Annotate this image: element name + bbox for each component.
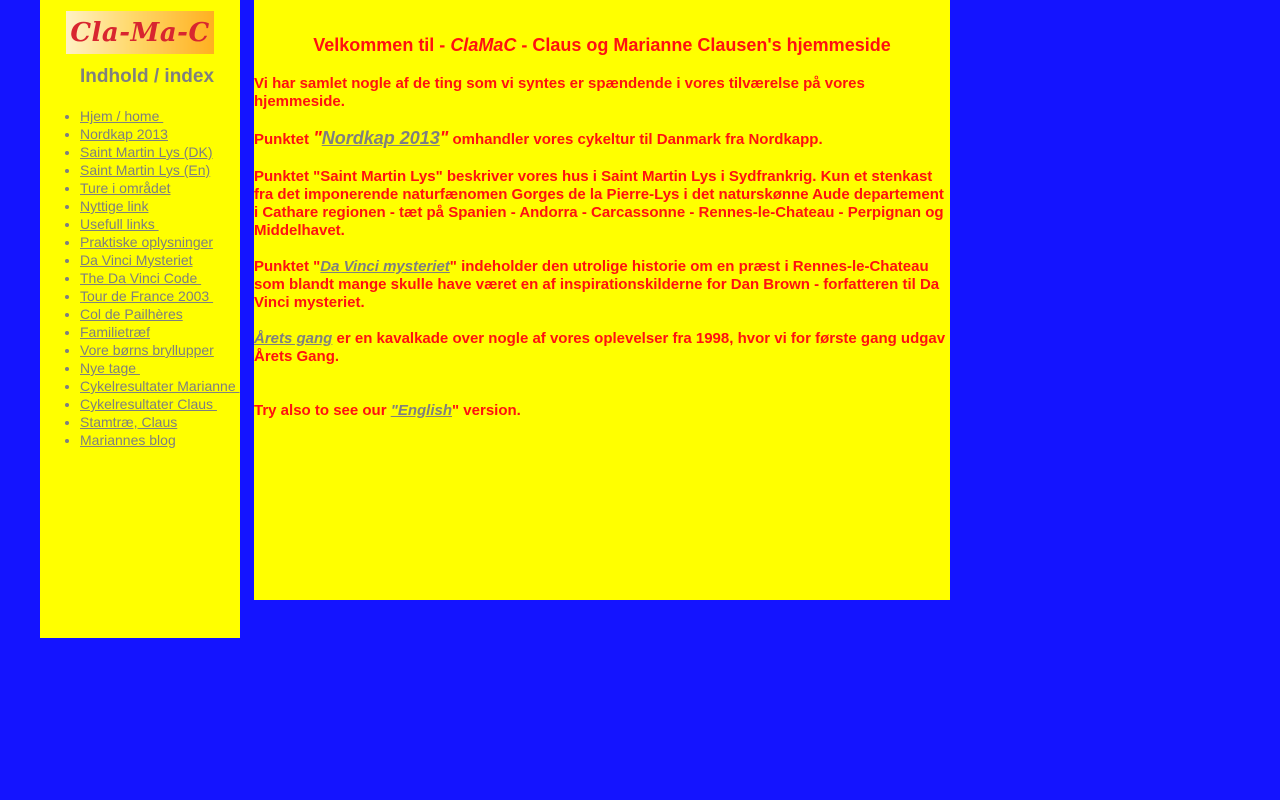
nav-link-tour-de-france[interactable]: Tour de France 2003 — [80, 288, 214, 304]
welcome-prefix: Velkommen til - — [313, 35, 451, 55]
nav-item-usefull-links — [80, 215, 240, 233]
index-title: Indhold / index — [80, 66, 215, 87]
nav-item-cykel-marianne — [80, 377, 240, 395]
saint-martin-paragraph: Punktet "Saint Martin Lys" beskriver vores hus i Saint Martin Lys i Sydfrankrig. Kun et stenkast fra det imponerende naturfænomen Gorges de la Pierre-Lys i det naturskønne Aude departement i Cathare regionen - tæt på Spanien - Andorra - Carcassonne - Rennes-le-Chateau - Perpignan og Middelhavet. — [254, 168, 944, 239]
english-link[interactable]: "English — [390, 402, 453, 419]
nav-item-familietraef — [80, 323, 240, 341]
nav-link-bryllupper[interactable]: Vore børns bryllupper — [80, 342, 214, 358]
nav-item-tour-de-france — [80, 287, 240, 305]
nordkap-suffix: omhandler vores cykeltur til Danmark fra Nordkapp. — [448, 131, 823, 148]
nav-item-col-de-pailheres — [80, 305, 240, 323]
nav-link-cykel-claus[interactable]: Cykelresultater Claus — [80, 396, 217, 412]
arets-gang-paragraph — [254, 330, 948, 366]
davinci-prefix: Punktet " — [254, 258, 321, 275]
nav-item-mariannes-blog — [80, 431, 240, 449]
nav-link-nordkap[interactable]: Nordkap 2013 — [80, 126, 168, 142]
davinci-suffix: " indeholder den utrolige historie om en præst i Rennes-le-Chateau som blandt mange skulle have været en af inspirationskilderne for Dan Brown - forfatteren til Da Vinci mysteriet. — [254, 258, 940, 311]
english-paragraph — [254, 402, 948, 420]
nav-item-nyttige-link — [80, 197, 240, 215]
nordkap-close-quote: " — [439, 128, 449, 148]
nav-item-saint-martin-dk — [80, 143, 240, 161]
main-content — [254, 0, 950, 600]
welcome-heading — [254, 35, 950, 55]
arets-gang-suffix: er en kavalkade over nogle af vores oplevelser fra 1998, hvor vi for første gang udgav Årets Gang. — [254, 330, 946, 365]
intro-paragraph: Vi har samlet nogle af de ting som vi syntes er spændende i vores tilværelse på vores hjemmeside. — [254, 75, 865, 110]
site-logo[interactable] — [66, 11, 214, 54]
nav-link-col-de-pailheres[interactable]: Col de Pailhères — [80, 306, 183, 322]
nav-link-mariannes-blog[interactable]: Mariannes blog — [80, 432, 176, 448]
nav-link-stamtrae[interactable]: Stamtræ, Claus — [80, 414, 178, 430]
nav-link-praktiske[interactable]: Praktiske oplysninger — [80, 234, 214, 250]
nav-item-ture — [80, 179, 240, 197]
nav-item-bryllupper — [80, 341, 240, 359]
english-prefix: Try also to see our — [254, 402, 391, 419]
nav-link-nye-tage[interactable]: Nye tage — [80, 360, 140, 376]
nordkap-open-quote: " — [313, 128, 322, 148]
nav-link-cykel-marianne[interactable]: Cykelresultater Marianne — [80, 378, 240, 394]
english-suffix: " version. — [452, 402, 521, 419]
nordkap-paragraph — [254, 129, 948, 149]
nav-link-usefull-links[interactable]: Usefull links — [80, 216, 159, 232]
davinci-link[interactable]: Da Vinci mysteriet — [320, 258, 450, 275]
nav-link-da-vinci-mysteriet[interactable]: Da Vinci Mysteriet — [80, 252, 193, 268]
nordkap-prefix: Punktet — [254, 131, 314, 148]
nav-link-ture[interactable]: Ture i området — [80, 180, 171, 196]
nav-link-saint-martin-dk[interactable]: Saint Martin Lys (DK) — [80, 144, 213, 160]
nav-item-nordkap — [80, 125, 240, 143]
welcome-suffix: - Claus og Marianne Clausen's hjemmeside — [516, 35, 891, 55]
nav-item-da-vinci-mysteriet — [80, 251, 240, 269]
arets-gang-link[interactable]: Årets gang — [254, 330, 333, 347]
nav-item-home — [80, 107, 240, 125]
nordkap-link[interactable]: Nordkap 2013 — [321, 128, 440, 148]
nav-item-praktiske — [80, 233, 240, 251]
sidebar — [40, 0, 240, 638]
logo-text: Cla-Ma-C — [70, 17, 210, 48]
davinci-paragraph — [254, 258, 948, 312]
nav-link-home[interactable]: Hjem / home — [80, 108, 164, 124]
nav-link-saint-martin-en[interactable]: Saint Martin Lys (En) — [80, 162, 211, 178]
nav-list — [40, 107, 240, 449]
nav-link-da-vinci-code[interactable]: The Da Vinci Code — [80, 270, 202, 286]
nav-link-nyttige-link[interactable]: Nyttige link — [80, 198, 149, 214]
nav-link-familietraef[interactable]: Familietræf — [80, 324, 151, 340]
nav-item-nye-tage — [80, 359, 240, 377]
nav-item-saint-martin-en — [80, 161, 240, 179]
nav-item-cykel-claus — [80, 395, 240, 413]
nav-item-stamtrae — [80, 413, 240, 431]
nav-item-da-vinci-code — [80, 269, 240, 287]
welcome-brand: ClaMaC — [450, 35, 517, 55]
